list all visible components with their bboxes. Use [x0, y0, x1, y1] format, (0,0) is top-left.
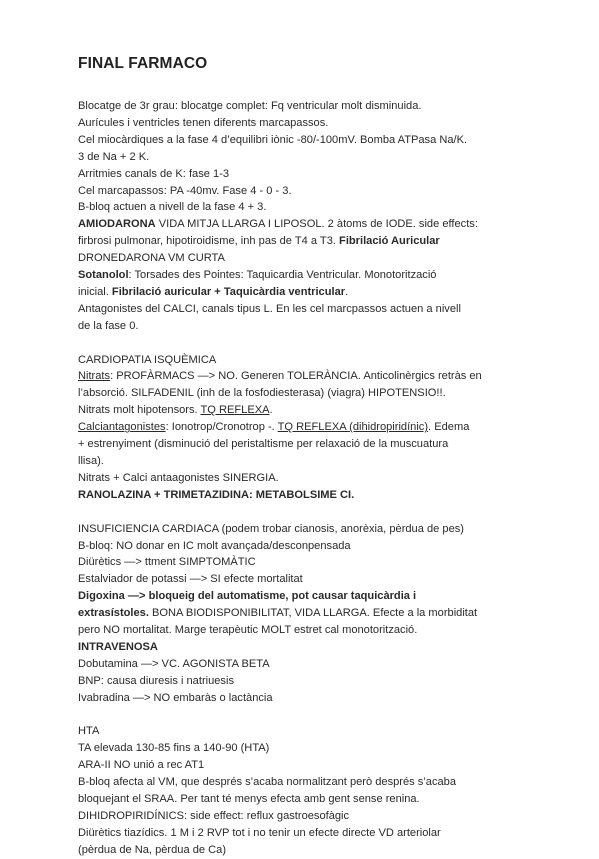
text-line: [78, 250, 539, 267]
underlined-text: Nitrats: [78, 370, 111, 383]
text-span: DIHIDROPIRIDÍNICS: side effect: reflux gastroesofàgic: [78, 810, 350, 823]
text-line: [78, 825, 539, 842]
page-title: FINAL FARMACO: [78, 55, 208, 72]
text-line: [78, 757, 539, 774]
text-line: [78, 352, 539, 369]
text-span: Estalviador de potassi —> SI efecte mortalitat: [78, 573, 303, 586]
text-span: Aurícules i ventricles tenen diferents marcapassos.: [78, 116, 329, 129]
text-span: Cel marcapassos: PA -40mv. Fase 4 - 0 - 3.: [78, 184, 292, 197]
text-span: .: [345, 285, 349, 298]
bold-text: RANOLAZINA + TRIMETAZIDINA: METABOLSIME CI.: [78, 488, 355, 501]
text-line: [78, 774, 539, 791]
text-line: [78, 267, 539, 284]
text-span: .: [269, 404, 273, 417]
bold-text: Digoxina —> bloqueig del automatisme, pot causar taquicàrdia i: [78, 590, 417, 603]
bold-text: Fibrilació Auricular: [339, 235, 440, 248]
text-line: [78, 487, 539, 504]
underlined-text: TQ REFLEXA (dihidropiridínic): [277, 421, 429, 434]
text-span: Blocatge de 3r grau: blocatge complet: Fq ventricular molt disminuida.: [78, 100, 422, 112]
text-line: [78, 538, 539, 555]
text-line: [78, 149, 539, 166]
text-line: [78, 115, 539, 132]
text-line: [78, 673, 539, 690]
text-span: VIDA MITJA LLARGA I LIPOSOL. 2 àtoms de IODE. side effects:: [155, 218, 478, 231]
text-line: [78, 842, 539, 859]
text-line: [78, 639, 539, 656]
text-line: [78, 521, 539, 538]
bold-text: Sotanolol: [78, 269, 129, 282]
underlined-text: Calciantagonistes: [78, 421, 166, 434]
bold-text: extrasístoles.: [78, 607, 149, 620]
text-span: (pèrdua de Na, pèrdua de Ca): [78, 843, 227, 856]
document-body: [78, 98, 539, 859]
paragraph-gap: [78, 335, 539, 352]
bold-text: Fibrilació auricular + Taquicàrdia ventricular: [111, 285, 346, 298]
text-span: HTA: [78, 725, 100, 738]
text-span: BONA BIODISPONIBILITAT, VIDA LLARGA. Efecte a la morbiditat: [148, 607, 478, 620]
text-span: BNP: causa diuresis i natriuesis: [78, 674, 234, 687]
text-line: [78, 436, 539, 453]
text-line: [78, 402, 539, 419]
text-line: [78, 571, 539, 588]
text-span: ARA-II NO unió a rec AT1: [78, 759, 205, 772]
bold-text: INTRAVENOSA: [78, 640, 158, 653]
text-line: [78, 690, 539, 707]
text-span: : PROFÀRMACS —> NO. Generen TOLERÀNCIA. Anticolinèrgics retràs en: [110, 370, 482, 383]
text-line: [78, 132, 539, 149]
text-line: [78, 723, 539, 740]
text-line: [78, 622, 539, 639]
text-span: de la fase 0.: [78, 319, 139, 332]
text-span: inicial.: [78, 285, 112, 298]
text-line: [78, 166, 539, 183]
text-span: Nitrats molt hipotensors.: [78, 404, 201, 417]
text-line: [78, 740, 539, 757]
text-span: DRONEDARONA VM CURTA: [78, 252, 225, 265]
text-span: Ivabradina —> NO embaràs o lactància: [78, 691, 273, 704]
text-span: Arritmies canals de K: fase 1-3: [78, 167, 230, 180]
text-span: INSUFICIENCIA CARDIACA (podem trobar cianosis, anorèxia, pèrdua de pes): [78, 522, 464, 535]
text-span: bloquejant el SRAA. Per tant té menys efecta amb gent sense renina.: [78, 793, 420, 806]
text-line: [78, 808, 539, 825]
text-line: [78, 470, 539, 487]
text-span: . Edema: [428, 421, 470, 434]
text-span: B-bloq: NO donar en IC molt avançada/desconpensada: [78, 539, 351, 552]
text-span: CARDIOPATIA ISQUÈMICA: [78, 353, 217, 366]
text-span: Dobutamina —> VC. AGONISTA BETA: [78, 657, 270, 670]
text-line: [78, 588, 539, 605]
text-line: [78, 791, 539, 808]
text-line: [78, 368, 539, 385]
text-span: Cel miocàrdiques a la fase 4 d’equilibri iònic -80/-100mV. Bomba ATPasa Na/K.: [78, 133, 468, 146]
text-line: [78, 318, 539, 335]
text-span: pero NO mortalitat. Marge terapèutic MOLT estret cal monotorització.: [78, 624, 418, 637]
text-span: TA elevada 130-85 fins a 140-90 (HTA): [78, 742, 270, 755]
text-span: Diürètics tiazídics. 1 M i 2 RVP tot i no tenir un efecte directe VD arteriolar: [78, 826, 441, 839]
text-span: firbrosi pulmonar, hipotiroidisme, inh pas de T4 a T3.: [78, 235, 340, 248]
text-span: Diürètics —> ttment SIMPTOMÀTIC: [78, 556, 256, 569]
text-span: B-bloq afecta al VM, que després s’acaba normalitzant però després s’acaba: [78, 776, 457, 789]
text-span: : Torsades des Pointes: Taquicardia Ventricular. Monotorització: [128, 269, 437, 282]
text-line: [78, 301, 539, 318]
text-line: [78, 233, 539, 250]
text-line: [78, 98, 539, 115]
text-span: : Ionotrop/Cronotrop -.: [165, 421, 278, 434]
text-line: [78, 605, 539, 622]
text-line: [78, 419, 539, 436]
text-span: Nitrats + Calci antaagonistes SINERGIA.: [78, 471, 279, 484]
text-span: llisa).: [78, 455, 104, 468]
text-line: [78, 385, 539, 402]
text-span: 3 de Na + 2 K.: [78, 150, 150, 163]
paragraph-gap: [78, 707, 539, 724]
text-line: [78, 656, 539, 673]
underlined-text: TQ REFLEXA: [200, 404, 270, 417]
text-line: [78, 284, 539, 301]
text-line: [78, 216, 539, 233]
text-line: [78, 199, 539, 216]
text-span: B-bloq actuen a nivell de la fase 4 + 3.: [78, 201, 267, 214]
text-line: [78, 453, 539, 470]
text-span: + estrenyiment (disminució del peristaltisme per relaxació de la muscuatura: [78, 438, 449, 451]
paragraph-gap: [78, 504, 539, 521]
text-span: l’absorció. SILFADENIL (inh de la fosfodiesterasa) (viagra) HIPOTENSIO!!.: [78, 387, 446, 400]
bold-text: AMIODARONA: [78, 218, 156, 231]
text-line: [78, 554, 539, 571]
text-line: [78, 183, 539, 200]
text-span: Antagonistes del CALCI, canals tipus L. En les cel marcpassos actuen a nivell: [78, 302, 461, 315]
